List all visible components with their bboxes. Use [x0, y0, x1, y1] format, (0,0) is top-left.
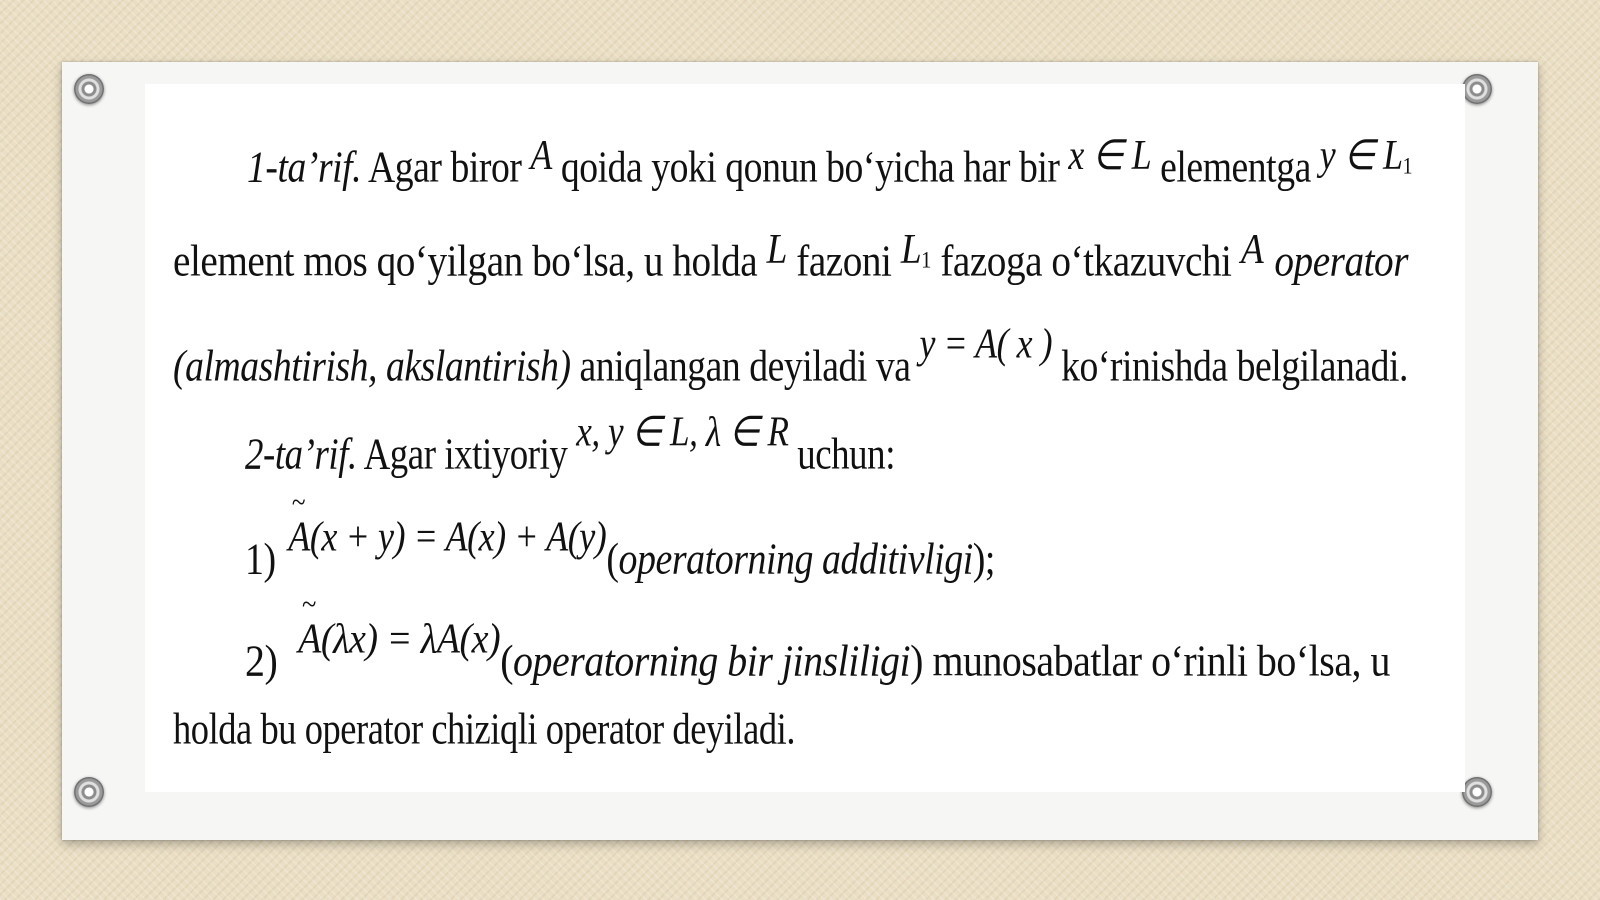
text: element mos qo‘yilgan bo‘lsa, u holda — [173, 237, 767, 287]
text: aniqlangan deyiladi va — [570, 342, 920, 392]
math-L1 — [900, 225, 931, 273]
item-number: 2) — [245, 637, 278, 687]
note-text: operatorning bir jinsliligi — [513, 637, 911, 687]
item-number: 1) — [245, 535, 276, 585]
text: Agar biror — [361, 143, 531, 193]
math-y-in-L1 — [1319, 131, 1412, 179]
tilde-accent: ~ A(λx) = λA(x) — [298, 618, 500, 660]
definition-2-line-1 — [245, 407, 895, 480]
pin-icon — [1462, 777, 1492, 807]
synonyms: (almashtirish, akslantirish) — [173, 342, 571, 392]
text: fazoni — [786, 237, 901, 287]
definition-1-label: 1-ta’rif. — [247, 143, 362, 193]
math-y-equals-Ax: y = A( x ) — [919, 319, 1053, 368]
operator-symbol: A — [530, 131, 552, 179]
definition-2-conclusion — [173, 705, 795, 755]
text: holda bu operator chiziqli operator deyiladi. — [173, 705, 795, 755]
math-text: y ∈ L — [1319, 131, 1403, 179]
additivity-formula — [288, 512, 607, 561]
subscript: 1 — [1402, 152, 1412, 179]
math-text: L — [900, 225, 922, 273]
definition-2-label: 2-ta’rif. — [245, 430, 357, 480]
tilde-accent: ~ A(x + y) = A(x) + A(y) — [288, 516, 606, 558]
homogeneity-formula — [298, 614, 501, 663]
definition-1-line-1 — [247, 131, 1412, 193]
note-text: operatorning additivligi — [618, 535, 973, 585]
definition-2-item-2 — [245, 614, 1390, 687]
text: uchun: — [788, 430, 895, 480]
text: ko‘rinishda belgilanadi. — [1052, 342, 1408, 392]
definition-1-line-2 — [173, 225, 1408, 287]
pin-icon — [1462, 74, 1492, 104]
pin-icon — [74, 74, 104, 104]
text: munosabatlar o‘rinli bo‘lsa, u — [922, 637, 1390, 687]
text: Agar ixtiyoriy — [356, 430, 577, 480]
math-L: L — [766, 225, 787, 273]
item-1-note: (operatorning additivligi); — [606, 535, 995, 585]
math-x-in-L: x ∈ L — [1068, 131, 1152, 179]
item-2-note: (operatorning bir jinsliligi) — [500, 637, 923, 687]
math-condition: x, y ∈ L, λ ∈ R — [576, 407, 789, 456]
operator-term: operator — [1274, 237, 1408, 287]
operator-symbol: A — [1240, 225, 1264, 273]
text: elementga — [1151, 143, 1320, 193]
definition-1-line-3 — [173, 319, 1408, 392]
pin-icon — [74, 777, 104, 807]
text: fazoga o‘tkazuvchi — [930, 237, 1241, 287]
subscript: 1 — [921, 246, 931, 273]
definition-2-item-1 — [245, 512, 995, 585]
text: qoida yoki qonun bo‘yicha har bir — [551, 143, 1069, 193]
